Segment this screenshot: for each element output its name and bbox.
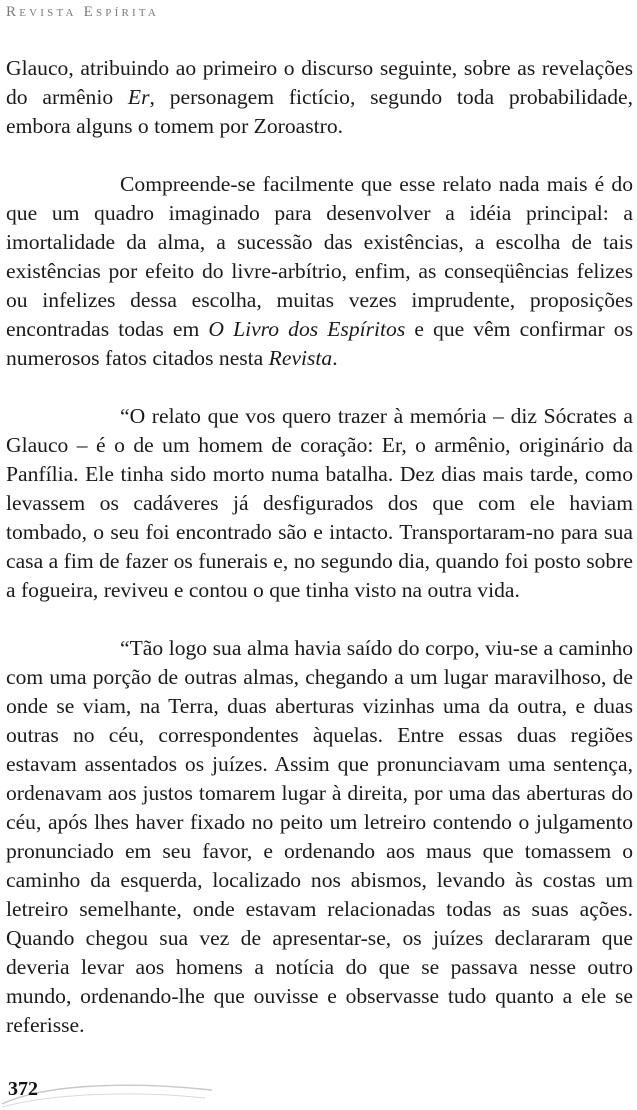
paragraph-3: [6, 402, 633, 605]
text-span: Glauco, atribuindo ao primeiro o discurso seguinte, sobre as revelações do armênio: [6, 56, 633, 109]
text-span: Compreende-se facilmente que esse relato nada mais é do que um quadro imaginado para desenvolver a idéia principal: a imortalidade da alma, a sucessão das existências, a escolha de tais existências por efeito do livre-arbítrio, enfim, as conseqüências felizes ou infelizes dessa escolha, muitas vezes imprudente, proposições encontradas todas em: [6, 172, 633, 341]
text-span: “O relato que vos quero trazer à memória – diz Sócrates a Glauco – é o de um homem de coração: Er, o armênio, originário da Panfília. Ele tinha sido morto numa batalha. Dez dias mais tarde, como levassem os cadáveres já desfigurados dos que com ele haviam tombado, o seu foi encontrado são e intacto. Transportaram-no para sua casa a fim de fazer os funerais e, no segundo dia, quando foi posto sobre a fogueira, reviveu e contou o que tinha visto na outra vida.: [6, 404, 633, 602]
text-span: .: [332, 346, 338, 370]
paragraph-4: [6, 634, 633, 1040]
paragraph-1: [6, 54, 633, 141]
running-head: Revista Espírita: [6, 4, 160, 20]
paragraph-2: [6, 170, 633, 373]
page-number: 372: [8, 1078, 38, 1100]
body-text: [6, 54, 633, 1069]
text-span: e que vêm confirmar os numerosos fatos citados nesta: [6, 317, 634, 370]
text-span: , personagem fictício, segundo toda probabilidade, embora alguns o tomem por Zoroastro.: [6, 85, 634, 138]
text-span: “Tão logo sua alma havia saído do corpo, viu-se a caminho com uma porção de outras almas, chegando a um lugar maravilhoso, de onde se viam, na Terra, duas aberturas vizinhas uma da outra, e duas outras no céu, correspondentes àquelas. Entre essas duas regiões estavam assentados os juízes. Assim que pronunciavam uma sentença, ordenavam aos justos tomarem lugar à direita, por uma das aberturas do céu, após lhes haver fixado no peito um letreiro contendo o julgamento pronunciado em seu favor, e ordenando aos maus que tomassem o caminho da esquerda, localizado nos abismos, levando às costas um letreiro semelhante, onde estavam relacionadas todas as suas ações. Quando chegou sua vez de apresentar-se, os juízes declararam que deveria levar aos homens a notícia do que se passava nesse outro mundo, ordenando-lhe que ouvisse e observasse tudo quanto a ele se referisse.: [6, 636, 633, 1037]
italic-span: Revista: [268, 346, 333, 370]
italic-span: Er: [127, 85, 150, 109]
italic-span: O Livro dos Espíritos: [208, 317, 406, 341]
